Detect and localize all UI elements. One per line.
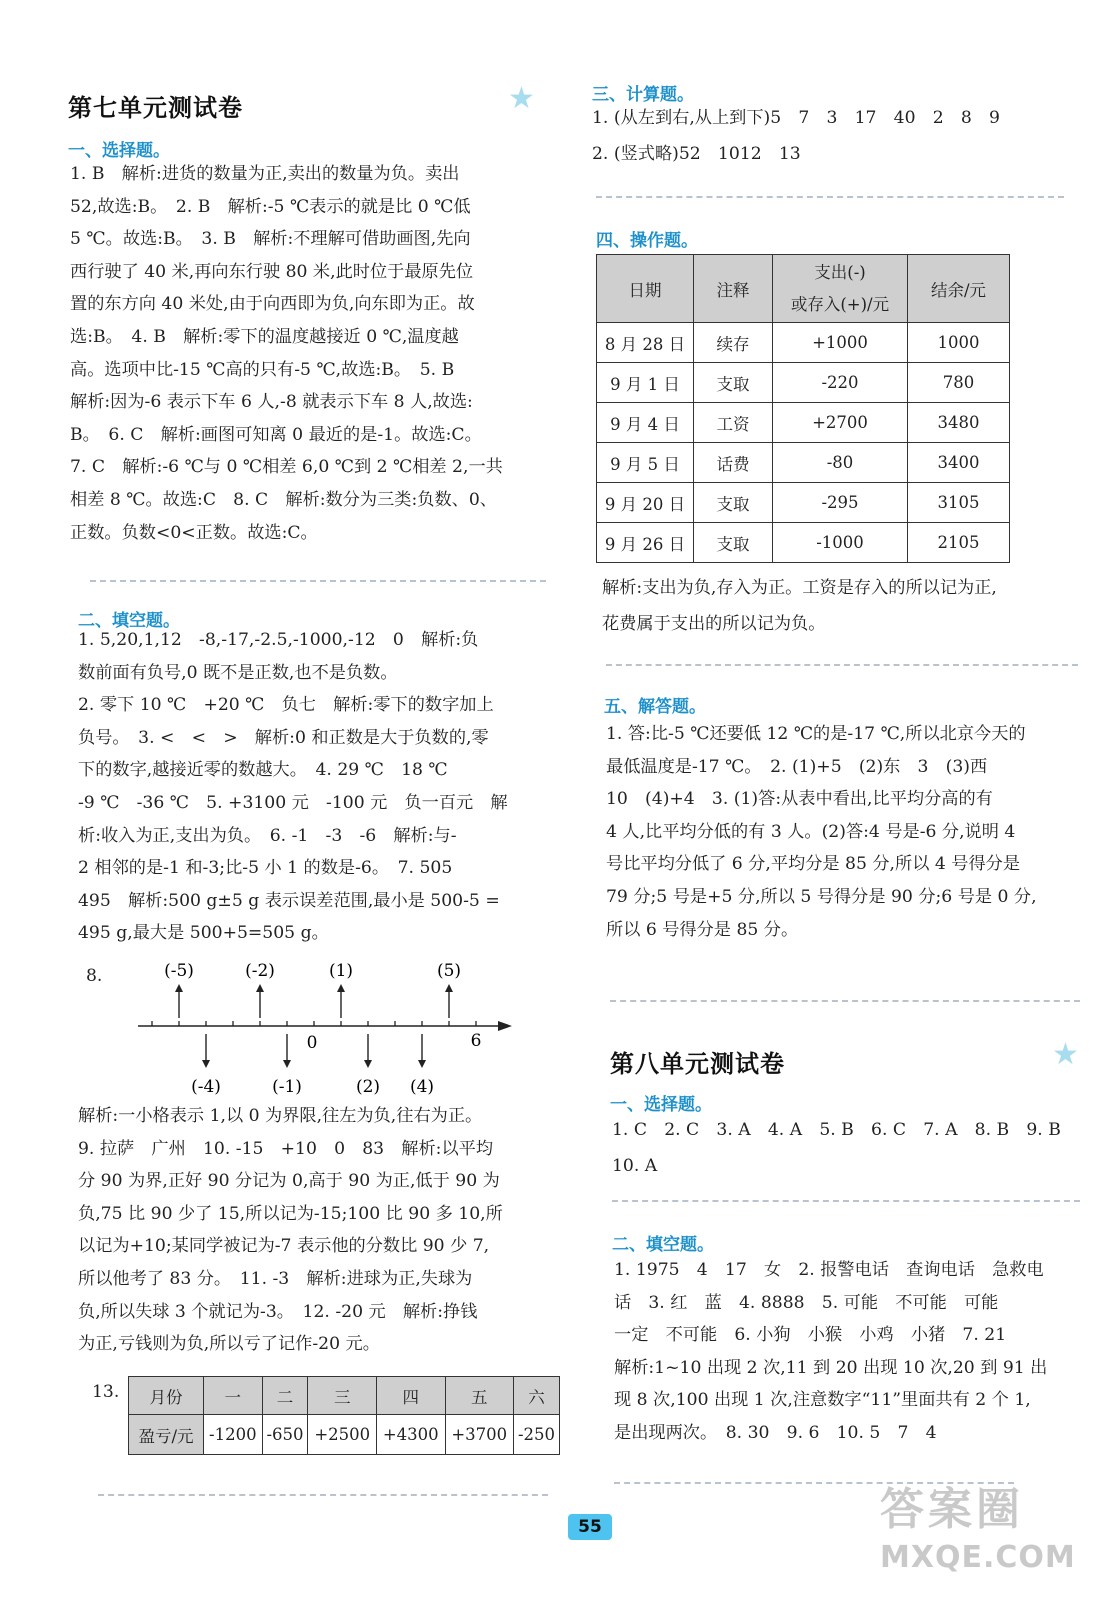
table-cell: 支取 [694,523,773,563]
table-row [597,523,1010,563]
table-cell: 五 [445,1377,514,1415]
table-cell: 9 月 26 日 [597,523,694,563]
unit7-s2-body-2 [78,1100,556,1361]
up-arrowhead [337,984,345,992]
text-line: 解析:1~10 出现 2 次,11 到 20 出现 10 次,20 到 91 出 [614,1357,1048,1378]
unit8-s1-heading: 一、选择题。 [610,1095,712,1115]
text-line: 正数。负数<0<正数。故选:C。 [70,522,318,543]
up-arrowhead [175,984,183,992]
text-line: 一定 不可能 6. 小狗 小猴 小鸡 小猪 7. 21 [614,1325,1007,1346]
number-line-diagram [128,952,548,1100]
up-mark-label: (1) [328,961,354,981]
q8-number: 8. [86,966,103,986]
text-line: 花费属于支出的所以记为负。 [602,614,826,634]
text-line: 是出现两次。 8. 30 9. 6 10. 5 7 4 [614,1422,937,1443]
text-line: -9 ℃ -36 ℃ 5. +3100 元 -100 元 负一百元 解 [78,792,508,813]
star-icon: ★ [508,81,535,116]
q13-number: 13. [92,1382,120,1402]
table-cell: 月份 [129,1377,204,1415]
text-line: 解析:支出为负,存入为正。工资是存入的所以记为正, [602,578,997,598]
unit7-s5-heading: 五、解答题。 [604,697,706,717]
unit7-s4-body [602,570,1092,642]
unit8-s2-heading: 二、填空题。 [612,1235,714,1255]
down-mark-label: (4) [409,1077,435,1097]
table-cell: 9 月 20 日 [597,483,694,523]
table-cell: 2105 [908,523,1010,563]
page-number: 55 [568,1514,612,1540]
table-cell: 3480 [908,403,1010,443]
section-divider [90,580,546,582]
down-arrowhead [202,1060,210,1068]
text-line: 高。选项中比-15 ℃高的只有-5 ℃,故选:B。 5. B [70,359,455,380]
table-cell: 四 [377,1377,446,1415]
text-line: 1. 答:比-5 ℃还要低 12 ℃的是-17 ℃,所以北京今天的 [606,724,1026,744]
table-cell: -250 [514,1415,560,1455]
text-line: 号比平均分低了 6 分,平均分是 85 分,所以 4 号得分是 [606,854,1021,875]
down-arrowhead [283,1060,291,1068]
text-line: 79 分;5 号是+5 分,所以 5 号得分是 90 分;6 号是 0 分, [606,886,1037,907]
unit8-s1-body [612,1112,1092,1184]
down-mark-label: (2) [355,1077,381,1097]
table-cell: 二 [262,1377,308,1415]
text-line: 495 g,最大是 500+5=505 g。 [78,923,329,944]
table-cell: +4300 [377,1415,446,1455]
table-header-row [597,255,1010,323]
table-cell: +2500 [308,1415,377,1455]
text-line: 选:B。 4. B 解析:零下的温度越接近 0 ℃,温度越 [70,326,459,347]
text-line: 5 ℃。故选:B。 3. B 解析:不理解可借助画图,先向 [70,229,471,250]
text-line: 负,所以失球 3 个就记为-3。 12. -20 元 解析:挣钱 [78,1301,478,1322]
table-cell: -1200 [204,1415,263,1455]
unit7-s2-body [78,624,556,950]
text-line: 解析:因为-6 表示下车 6 人,-8 就表示下车 8 人,故选: [70,392,473,413]
unit7-s1-heading: 一、选择题。 [68,141,170,161]
unit7-s3-heading: 三、计算题。 [592,85,694,105]
table-cell: -650 [262,1415,308,1455]
text-line: 10. A [612,1156,658,1176]
unit7-s5-body [606,718,1090,946]
text-line: 负号。 3. < < > 解析:0 和正数是大于负数的,零 [78,727,489,748]
text-line: 1. C 2. C 3. A 4. A 5. B 6. C 7. A 8. B 9. B [612,1120,1061,1140]
text-line: 下的数字,越接近零的数越大。 4. 29 ℃ 18 ℃ [78,760,448,781]
section-divider [612,1200,1080,1202]
table-cell: 9 月 5 日 [597,443,694,483]
table-cell: 8 月 28 日 [597,323,694,363]
table-cell: 3105 [908,483,1010,523]
section-divider [98,1494,548,1496]
text-line: 1. (从左到右,从上到下)5 7 3 17 40 2 8 9 [592,108,1000,128]
watermark [880,1482,1095,1592]
table-cell: 3400 [908,443,1010,483]
number-line-arrowhead [498,1021,512,1031]
table-cell: 六 [514,1377,560,1415]
text-line: 话 3. 红 蓝 4. 8888 5. 可能 不可能 可能 [614,1292,999,1313]
text-line: 相差 8 ℃。故选:C 8. C 解析:数分为三类:负数、0、 [70,489,497,510]
account-table [596,254,1010,563]
table-cell: 9 月 1 日 [597,363,694,403]
table-cell: 日期 [597,255,694,323]
table-cell: +1000 [773,323,908,363]
text-line: 7. C 解析:-6 ℃与 0 ℃相差 6,0 ℃到 2 ℃相差 2,一共 [70,457,503,478]
text-line: 52,故选:B。 2. B 解析:-5 ℃表示的就是比 0 ℃低 [70,196,471,217]
text-line: 1. 5,20,1,12 -8,-17,-2.5,-1000,-12 0 解析:负 [78,630,479,650]
table-cell: -80 [773,443,908,483]
table-cell: 注释 [694,255,773,323]
up-arrowhead [445,984,453,992]
watermark-text-bottom: MXQE.COM [880,1540,1076,1575]
text-line: 495 解析:500 g±5 g 表示误差范围,最小是 500-5 = [78,890,500,911]
section-divider [610,1000,1080,1002]
text-line: 为正,亏钱则为负,所以亏了记作-20 元。 [78,1334,380,1355]
watermark-text-top: 答案圈 [880,1484,1024,1535]
table-cell: 780 [908,363,1010,403]
number-line-marks [164,961,461,1097]
header-line: 或存入(+)/元 [790,294,890,314]
six-label: 6 [470,1031,482,1051]
table-header-row [129,1377,560,1415]
unit8-title: 第八单元测试卷 [610,1050,785,1078]
text-line: 2. 零下 10 ℃ +20 ℃ 负七 解析:零下的数字加上 [78,695,494,716]
table-cell: 盈亏/元 [129,1415,204,1455]
up-arrowhead [256,984,264,992]
profit-table [128,1376,560,1455]
text-line: 置的东方向 40 米处,由于向西即为负,向东即为正。故 [70,294,475,315]
text-line: 10 (4)+4 3. (1)答:从表中看出,比平均分高的有 [606,789,993,810]
up-mark-label: (5) [436,961,462,981]
table-cell: 1000 [908,323,1010,363]
text-line: 4 人,比平均分低的有 3 人。(2)答:4 号是-6 分,说明 4 [606,821,1016,842]
text-line: 9. 拉萨 广州 10. -15 +10 0 83 解析:以平均 [78,1138,494,1159]
text-line: 1. 1975 4 17 女 2. 报警电话 查询电话 急救电 [614,1260,1044,1280]
table-row [597,363,1010,403]
table-row [129,1415,560,1455]
table-cell: -1000 [773,523,908,563]
down-arrowhead [364,1060,372,1068]
table-cell: 续存 [694,323,773,363]
header-line: 支出(-) [814,262,866,282]
text-line: 数前面有负号,0 既不是正数,也不是负数。 [78,662,398,683]
table-row [597,443,1010,483]
table-cell: 工资 [694,403,773,443]
table-cell: 结余/元 [908,255,1010,323]
table-row [597,323,1010,363]
text-line: 最低温度是-17 ℃。 2. (1)+5 (2)东 3 (3)西 [606,756,988,777]
table-cell: -295 [773,483,908,523]
text-line: 2. (竖式略)52 1012 13 [592,144,801,164]
table-cell: +2700 [773,403,908,443]
table-row [597,403,1010,443]
text-line: 西行驶了 40 米,再向东行驶 80 米,此时位于最原先位 [70,261,474,282]
table-cell: 一 [204,1377,263,1415]
section-divider [606,664,1078,666]
text-line: 以记为+10;某同学被记为-7 表示他的分数比 90 少 7, [78,1236,490,1257]
table-cell: 9 月 4 日 [597,403,694,443]
unit7-s3-body [592,100,1062,172]
table-cell: 支取 [694,363,773,403]
zero-label: 0 [306,1033,318,1053]
text-line: 现 8 次,100 出现 1 次,注意数字“11”里面共有 2 个 1, [614,1390,1031,1411]
table-row [597,483,1010,523]
section-divider [596,196,1064,198]
down-mark-label: (-4) [191,1077,221,1097]
table-cell: 三 [308,1377,377,1415]
text-line: 1. B 解析:进货的数量为正,卖出的数量为负。卖出 [70,164,460,184]
up-mark-label: (-5) [164,961,194,981]
text-line: 所以 6 号得分是 85 分。 [606,919,799,940]
text-line: 负,75 比 90 少了 15,所以记为-15;100 比 90 多 10,所 [78,1203,503,1224]
table-cell: 话费 [694,443,773,483]
table-cell: +3700 [445,1415,514,1455]
star-icon: ★ [1052,1037,1079,1072]
text-line: 解析:一小格表示 1,以 0 为界限,往左为负,往右为正。 [78,1106,483,1126]
down-arrowhead [418,1060,426,1068]
unit7-s4-heading: 四、操作题。 [596,231,698,251]
unit7-s1-body [70,158,556,549]
up-mark-label: (-2) [245,961,275,981]
text-line: 分 90 为界,正好 90 分记为 0,高于 90 为正,低于 90 为 [78,1171,500,1192]
table-cell [773,255,908,323]
text-line: B。 6. C 解析:画图可知离 0 最近的是-1。故选:C。 [70,424,482,445]
text-line: 所以他考了 83 分。 11. -3 解析:进球为正,失球为 [78,1268,473,1289]
table-cell: 支取 [694,483,773,523]
text-line: 析:收入为正,支出为负。 6. -1 -3 -6 解析:与- [78,825,457,846]
down-mark-label: (-1) [272,1077,302,1097]
unit7-title: 第七单元测试卷 [68,94,243,122]
unit8-s2-body [614,1254,1094,1450]
table-cell: -220 [773,363,908,403]
text-line: 2 相邻的是-1 和-3;比-5 小 1 的数是-6。 7. 505 [78,858,453,879]
unit7-s2-heading: 二、填空题。 [78,611,180,631]
